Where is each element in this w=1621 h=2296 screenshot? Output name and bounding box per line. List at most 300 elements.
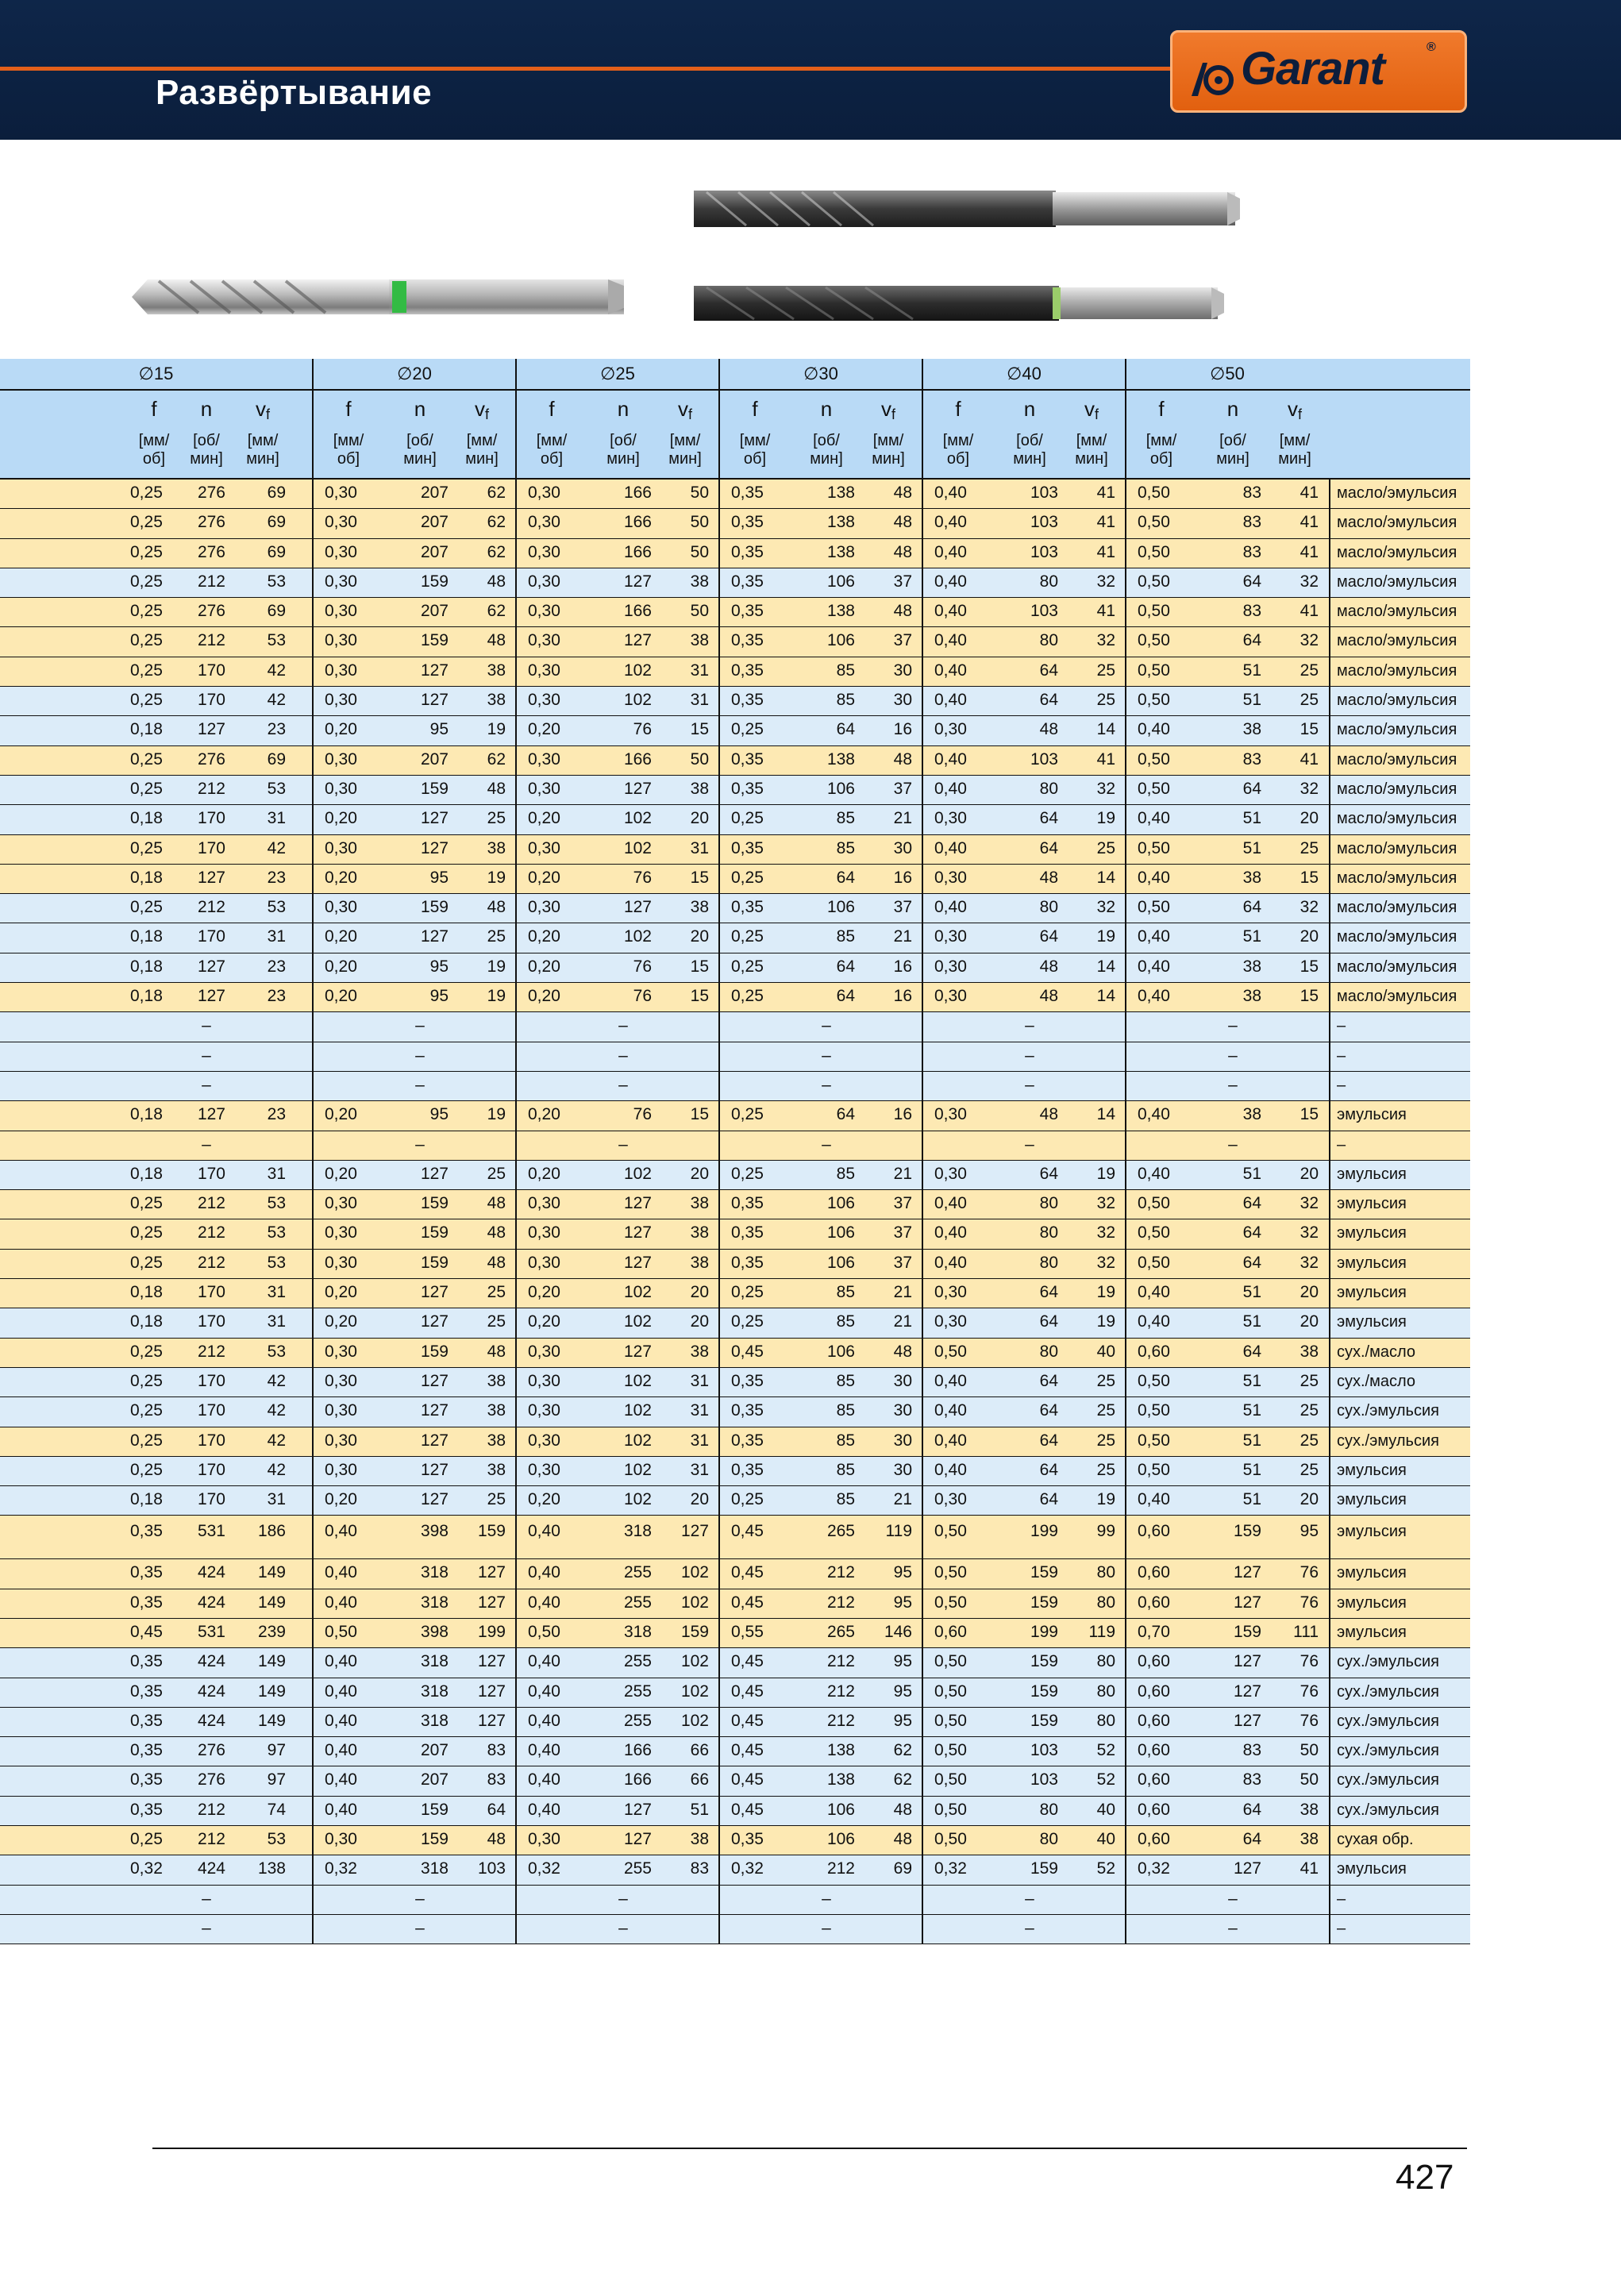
row-group (515, 953, 718, 982)
value-f: 0,35 (731, 1194, 764, 1213)
row-group (312, 509, 515, 537)
value-vf: 48 (893, 513, 912, 532)
row-group (1125, 1190, 1328, 1219)
value-n: 64 (1039, 1490, 1058, 1509)
value-n: 64 (1039, 838, 1058, 857)
row-group (718, 568, 922, 597)
value-f: 0,32 (528, 1859, 560, 1878)
value-n: 127 (420, 661, 449, 680)
row-group (0, 1559, 312, 1588)
value-vf: 95 (893, 1563, 912, 1582)
value-f: 0,30 (528, 631, 560, 650)
value-vf: 30 (893, 661, 912, 680)
row-group (922, 1101, 1125, 1130)
value-vf: 69 (267, 513, 286, 532)
coolant-cell: сух./эмульсия (1329, 1397, 1470, 1426)
value-n: 102 (623, 661, 652, 680)
value-f: 0,45 (731, 1741, 764, 1760)
row-group (0, 1486, 312, 1515)
value-f: 0,40 (528, 1563, 560, 1582)
value-f: 0,45 (130, 1622, 163, 1641)
parameter-header-row (0, 391, 1470, 429)
value-f: 0,25 (731, 927, 764, 946)
row-group (718, 1708, 922, 1736)
value-vf: 53 (267, 1253, 286, 1272)
value-n: 103 (1030, 483, 1058, 502)
row-group (922, 1012, 1125, 1041)
row-group (718, 1012, 922, 1041)
coolant-cell: масло/эмульсия (1329, 598, 1470, 626)
row-group (312, 1427, 515, 1456)
row-group (0, 1042, 312, 1071)
empty-cell: – (415, 1135, 425, 1154)
value-f: 0,30 (325, 1401, 357, 1420)
value-vf: 30 (893, 1460, 912, 1479)
param-f-label: f (549, 397, 555, 421)
row-group (0, 923, 312, 952)
value-vf: 50 (1299, 1770, 1319, 1789)
value-n: 318 (420, 1563, 449, 1582)
row-group (312, 835, 515, 864)
unit-n (387, 432, 453, 468)
unit-vf (453, 432, 510, 468)
unit-line: [мм/ (669, 432, 701, 449)
row-group (718, 716, 922, 745)
value-n: 212 (197, 779, 225, 798)
value-f: 0,60 (1138, 1682, 1170, 1701)
value-vf: 21 (893, 927, 912, 946)
value-vf: 111 (1293, 1622, 1319, 1641)
value-n: 170 (197, 838, 225, 857)
row-group (0, 1427, 312, 1456)
row-group (0, 1397, 312, 1426)
value-f: 0,50 (934, 1342, 967, 1361)
value-f: 0,40 (934, 749, 967, 769)
coolant-cell: масло/эмульсия (1329, 805, 1470, 834)
value-n: 64 (1242, 898, 1261, 917)
value-vf: 25 (1096, 691, 1115, 710)
unit-line: мин] (403, 450, 437, 468)
value-n: 64 (1242, 1194, 1261, 1213)
value-vf: 48 (893, 542, 912, 561)
value-vf: 25 (1299, 838, 1319, 857)
table-row (0, 1190, 1470, 1219)
value-vf: 19 (1096, 1164, 1115, 1183)
value-n: 424 (197, 1563, 225, 1582)
value-f: 0,20 (325, 868, 357, 887)
value-n: 127 (420, 1490, 449, 1509)
row-group (0, 1648, 312, 1677)
row-group (922, 1737, 1125, 1766)
coolant-cell: масло/эмульсия (1329, 657, 1470, 686)
empty-cell: – (618, 1016, 628, 1035)
value-vf: 38 (690, 572, 709, 591)
table-row (0, 1427, 1470, 1457)
value-f: 0,30 (528, 602, 560, 621)
value-f: 0,18 (130, 1164, 163, 1183)
row-group (922, 1766, 1125, 1795)
row-group (1125, 953, 1328, 982)
value-vf: 76 (1299, 1563, 1319, 1582)
row-group (922, 1486, 1125, 1515)
row-group (1125, 1427, 1328, 1456)
value-vf: 48 (487, 779, 506, 798)
value-f: 0,25 (130, 513, 163, 532)
value-vf: 64 (487, 1800, 506, 1819)
row-group (718, 1368, 922, 1396)
value-f: 0,40 (934, 1223, 967, 1242)
value-f: 0,30 (325, 661, 357, 680)
value-f: 0,32 (325, 1859, 357, 1878)
row-group (922, 1915, 1125, 1944)
row-group (922, 1072, 1125, 1100)
value-vf: 23 (267, 868, 286, 887)
row-group (922, 1559, 1125, 1588)
coolant-cell: эмульсия (1329, 1559, 1470, 1588)
value-n: 255 (623, 1682, 652, 1701)
value-f: 0,45 (731, 1522, 764, 1541)
value-vf: 95 (893, 1682, 912, 1701)
unit-f (314, 432, 383, 468)
coolant-cell: масло/эмульсия (1329, 539, 1470, 568)
row-group (922, 1042, 1125, 1071)
value-vf: 23 (267, 987, 286, 1006)
coolant-cell: эмульсия (1329, 1486, 1470, 1515)
value-n: 64 (1039, 1312, 1058, 1331)
value-vf: 38 (1299, 1830, 1319, 1849)
row-group (922, 865, 1125, 893)
value-f: 0,25 (731, 1312, 764, 1331)
table-row (0, 568, 1470, 598)
value-n: 48 (1039, 987, 1058, 1006)
value-vf: 20 (1299, 1164, 1319, 1183)
value-f: 0,25 (731, 1105, 764, 1124)
value-f: 0,40 (325, 1741, 357, 1760)
row-group (0, 746, 312, 775)
row-group (312, 716, 515, 745)
value-vf: 31 (690, 838, 709, 857)
unit-line: об] (337, 450, 360, 468)
row-group (718, 657, 922, 686)
value-f: 0,40 (934, 1194, 967, 1213)
value-n: 51 (1242, 1431, 1261, 1450)
value-n: 159 (420, 1223, 449, 1242)
value-f: 0,50 (934, 1563, 967, 1582)
empty-cell: – (1025, 1135, 1034, 1154)
value-f: 0,35 (130, 1522, 163, 1541)
value-n: 38 (1242, 1105, 1261, 1124)
page-header (0, 0, 1621, 140)
value-n: 106 (826, 631, 855, 650)
value-vf: 15 (690, 957, 709, 976)
row-group (1125, 539, 1328, 568)
row-group (718, 894, 922, 923)
reamer-image-bottom (691, 283, 1227, 324)
value-n: 102 (623, 1283, 652, 1302)
value-vf: 66 (690, 1770, 709, 1789)
row-group (922, 835, 1125, 864)
value-vf: 52 (1096, 1741, 1115, 1760)
value-f: 0,45 (731, 1342, 764, 1361)
row-group (312, 746, 515, 775)
unit-line: [мм/ (1076, 432, 1107, 449)
table-row (0, 1072, 1470, 1101)
coolant-cell: масло/эмульсия (1329, 687, 1470, 715)
value-n: 276 (197, 602, 225, 621)
row-group (515, 1012, 718, 1041)
value-n: 102 (623, 809, 652, 828)
reamer-image-top (691, 184, 1243, 233)
value-vf: 15 (690, 720, 709, 739)
page-number: 427 (1396, 2158, 1454, 2197)
value-f: 0,20 (528, 987, 560, 1006)
value-vf: 19 (1096, 1283, 1115, 1302)
value-f: 0,35 (731, 1830, 764, 1849)
value-f: 0,35 (130, 1711, 163, 1730)
value-vf: 127 (477, 1593, 506, 1612)
row-group (1125, 1397, 1328, 1426)
value-n: 170 (197, 1460, 225, 1479)
value-n: 64 (1039, 691, 1058, 710)
table-row (0, 1516, 1470, 1559)
value-f: 0,50 (1138, 898, 1170, 917)
row-group (0, 1826, 312, 1855)
unit-vf (1266, 432, 1323, 468)
value-f: 0,20 (325, 1312, 357, 1331)
value-f: 0,30 (325, 1253, 357, 1272)
value-vf: 20 (1299, 809, 1319, 828)
row-group (515, 1308, 718, 1337)
row-group (718, 746, 922, 775)
value-vf: 119 (885, 1522, 912, 1541)
row-group (0, 1457, 312, 1485)
unit-line: об] (946, 450, 970, 468)
value-n: 38 (1242, 868, 1261, 887)
row-group (0, 1708, 312, 1736)
value-f: 0,40 (1138, 1283, 1170, 1302)
value-n: 64 (836, 1105, 855, 1124)
table-row (0, 480, 1470, 509)
value-n: 159 (1030, 1859, 1058, 1878)
value-vf: 30 (893, 1371, 912, 1390)
row-group (1125, 687, 1328, 715)
value-n: 64 (836, 720, 855, 739)
value-f: 0,50 (325, 1622, 357, 1641)
value-f: 0,30 (528, 1223, 560, 1242)
value-n: 207 (420, 1770, 449, 1789)
row-group (718, 1072, 922, 1100)
value-f: 0,25 (130, 542, 163, 561)
param-f-label: f (151, 397, 157, 421)
row-group (1125, 1012, 1328, 1041)
value-n: 102 (623, 927, 652, 946)
row-group (0, 1190, 312, 1219)
value-f: 0,18 (130, 1283, 163, 1302)
coolant-cell: масло/эмульсия (1329, 568, 1470, 597)
empty-cell: – (415, 1046, 425, 1065)
row-group (922, 1708, 1125, 1736)
value-f: 0,50 (1138, 1253, 1170, 1272)
value-n: 159 (420, 631, 449, 650)
value-n: 85 (836, 1312, 855, 1331)
row-group (0, 480, 312, 508)
value-n: 127 (623, 898, 652, 917)
table-row (0, 1648, 1470, 1678)
value-f: 0,25 (130, 1460, 163, 1479)
value-vf: 69 (267, 483, 286, 502)
value-n: 199 (1030, 1522, 1058, 1541)
value-vf: 95 (893, 1711, 912, 1730)
value-n: 398 (420, 1622, 449, 1641)
unit-line: [мм/ (536, 432, 568, 449)
value-n: 64 (1039, 1371, 1058, 1390)
value-n: 85 (836, 927, 855, 946)
value-n: 106 (826, 898, 855, 917)
value-f: 0,20 (528, 868, 560, 887)
value-f: 0,60 (1138, 1593, 1170, 1612)
value-f: 0,30 (528, 1830, 560, 1849)
value-f: 0,25 (731, 1164, 764, 1183)
row-group (312, 1589, 515, 1618)
value-f: 0,60 (1138, 1830, 1170, 1849)
value-n: 76 (633, 987, 652, 1006)
param-n-label: n (414, 397, 426, 421)
value-vf: 21 (893, 1164, 912, 1183)
value-n: 127 (197, 868, 225, 887)
parameter-group-header (718, 391, 922, 429)
value-f: 0,20 (325, 1283, 357, 1302)
value-vf: 38 (487, 1460, 506, 1479)
value-f: 0,35 (731, 691, 764, 710)
row-group (515, 1131, 718, 1160)
value-vf: 21 (893, 1312, 912, 1331)
value-vf: 20 (690, 809, 709, 828)
value-vf: 25 (487, 927, 506, 946)
value-n: 166 (623, 1770, 652, 1789)
value-n: 276 (197, 1741, 225, 1760)
row-group (312, 1308, 515, 1337)
value-f: 0,35 (731, 542, 764, 561)
unit-group-header (312, 429, 515, 478)
unit-vf (860, 432, 917, 468)
value-vf: 25 (1096, 1460, 1115, 1479)
value-f: 0,20 (528, 1312, 560, 1331)
value-n: 159 (1233, 1622, 1261, 1641)
value-n: 51 (1242, 1490, 1261, 1509)
value-n: 127 (623, 631, 652, 650)
garant-logo-icon (1190, 52, 1238, 98)
value-vf: 31 (267, 1490, 286, 1509)
value-vf: 42 (267, 1371, 286, 1390)
row-group (312, 1886, 515, 1914)
value-vf: 37 (893, 898, 912, 917)
value-vf: 19 (487, 957, 506, 976)
value-vf: 19 (487, 1105, 506, 1124)
value-f: 0,18 (130, 809, 163, 828)
coolant-cell: эмульсия (1329, 1219, 1470, 1248)
table-row (0, 539, 1470, 568)
value-vf: 62 (893, 1741, 912, 1760)
value-n: 170 (197, 1401, 225, 1420)
value-n: 265 (826, 1522, 855, 1541)
parameter-group-header (922, 391, 1125, 429)
value-f: 0,25 (130, 898, 163, 917)
value-n: 51 (1242, 1371, 1261, 1390)
row-group (1125, 1559, 1328, 1588)
row-group (718, 1766, 922, 1795)
row-group (515, 923, 718, 952)
value-n: 424 (197, 1652, 225, 1671)
value-f: 0,40 (528, 1800, 560, 1819)
value-n: 318 (623, 1622, 652, 1641)
value-vf: 20 (690, 927, 709, 946)
value-vf: 30 (893, 1431, 912, 1450)
empty-cell: – (1025, 1889, 1034, 1908)
table-row (0, 805, 1470, 834)
value-f: 0,40 (528, 1652, 560, 1671)
value-n: 138 (826, 542, 855, 561)
value-n: 85 (836, 1371, 855, 1390)
value-vf: 38 (487, 661, 506, 680)
value-f: 0,30 (528, 483, 560, 502)
value-vf: 66 (690, 1741, 709, 1760)
value-f: 0,40 (934, 838, 967, 857)
value-n: 531 (197, 1622, 225, 1641)
value-vf: 31 (690, 1431, 709, 1450)
value-vf: 41 (1299, 542, 1319, 561)
empty-cell: – (822, 1046, 831, 1065)
value-vf: 42 (267, 1431, 286, 1450)
value-n: 83 (1242, 749, 1261, 769)
unit-line: об] (142, 450, 166, 468)
value-f: 0,35 (130, 1741, 163, 1760)
unit-f (1126, 432, 1196, 468)
value-f: 0,30 (325, 602, 357, 621)
coolant-cell: масло/эмульсия (1329, 923, 1470, 952)
row-group (515, 1190, 718, 1219)
unit-line: мин] (1013, 450, 1046, 468)
value-vf: 48 (487, 1253, 506, 1272)
table-row (0, 1101, 1470, 1131)
row-group (515, 746, 718, 775)
value-f: 0,40 (934, 483, 967, 502)
value-f: 0,50 (1138, 631, 1170, 650)
value-n: 138 (826, 602, 855, 621)
value-f: 0,20 (528, 1164, 560, 1183)
value-vf: 38 (690, 779, 709, 798)
value-vf: 76 (1299, 1682, 1319, 1701)
value-vf: 32 (1096, 1194, 1115, 1213)
value-n: 127 (623, 1223, 652, 1242)
header-accent-line (0, 67, 1183, 71)
row-group (1125, 657, 1328, 686)
value-vf: 23 (267, 720, 286, 739)
value-n: 212 (197, 1194, 225, 1213)
table-row (0, 983, 1470, 1012)
value-f: 0,70 (1138, 1622, 1170, 1641)
diameter-label: ∅15 (138, 364, 174, 383)
value-n: 276 (197, 749, 225, 769)
row-group (312, 1797, 515, 1825)
row-group (1125, 598, 1328, 626)
value-n: 424 (197, 1682, 225, 1701)
value-f: 0,60 (1138, 1741, 1170, 1760)
value-vf: 127 (477, 1652, 506, 1671)
value-n: 127 (1233, 1711, 1261, 1730)
unit-line: [об/ (610, 432, 637, 449)
value-f: 0,40 (528, 1770, 560, 1789)
row-group (1125, 983, 1328, 1011)
